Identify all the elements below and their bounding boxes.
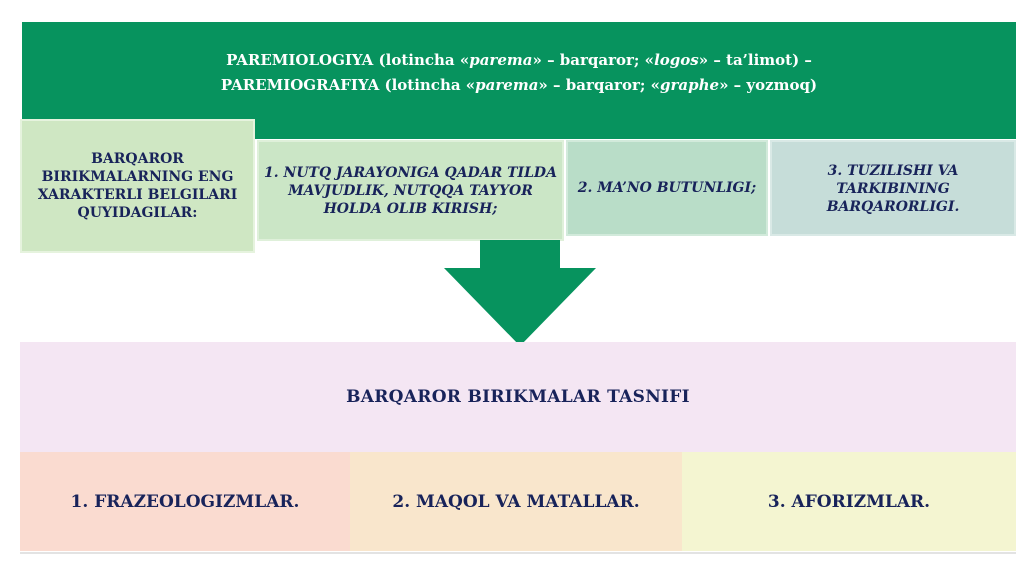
classification-title: BARQAROR BIRIKMALAR TASNIFI [346, 387, 690, 407]
category-box-2 [350, 452, 682, 551]
header-text: PAREMIOLOGIYA (lotincha « [226, 51, 470, 69]
feature-text-2: 2. MA’NO BUTUNLIGI; [577, 180, 757, 196]
header-line-2 [22, 73, 1016, 98]
classification-title-band [20, 342, 1016, 452]
feature-text-3: 3. TUZILISHI VA TARKIBINING BARQARORLIGI. [826, 163, 960, 215]
header-text: PAREMIOGRAFIYA (lotincha « [220, 76, 476, 94]
features-lead-text: BARQAROR BIRIKMALARNING ENG XARAKTERLI BELGILARI QUYIDAGILAR: [37, 151, 238, 221]
feature-box-2 [566, 140, 768, 236]
feature-box-3 [770, 140, 1016, 236]
category-box-1 [20, 452, 350, 551]
bottom-divider [20, 552, 1016, 554]
feature-text-1: 1. NUTQ JARAYONIGA QADAR TILDA MAVJUDLIK, NUTQQA TAYYOR HOLDA OLIB KIRISH; [264, 164, 557, 217]
header-term: logos [654, 51, 699, 69]
header-term: parema [475, 76, 539, 94]
header-text: » – barqaror; « [538, 76, 661, 94]
feature-box-1 [257, 140, 564, 241]
header-text: » – barqaror; « [532, 51, 655, 69]
category-label-3: 3. AFORIZMLAR. [767, 491, 931, 512]
category-label-1: 1. FRAZEOLOGIZMLAR. [70, 491, 300, 512]
down-arrow-icon [440, 240, 600, 348]
category-box-3 [682, 452, 1016, 551]
category-label-2: 2. MAQOL VA MATALLAR. [392, 491, 640, 512]
features-lead-box [20, 119, 255, 253]
header-title [22, 48, 1016, 98]
header-term: parema [469, 51, 533, 69]
header-text: » – yozmoq) [719, 76, 818, 94]
header-line-1 [22, 48, 1016, 73]
header-term: graphe [660, 76, 720, 94]
down-arrow-shape [444, 240, 596, 346]
header-text: » – ta’limot) – [698, 51, 812, 69]
